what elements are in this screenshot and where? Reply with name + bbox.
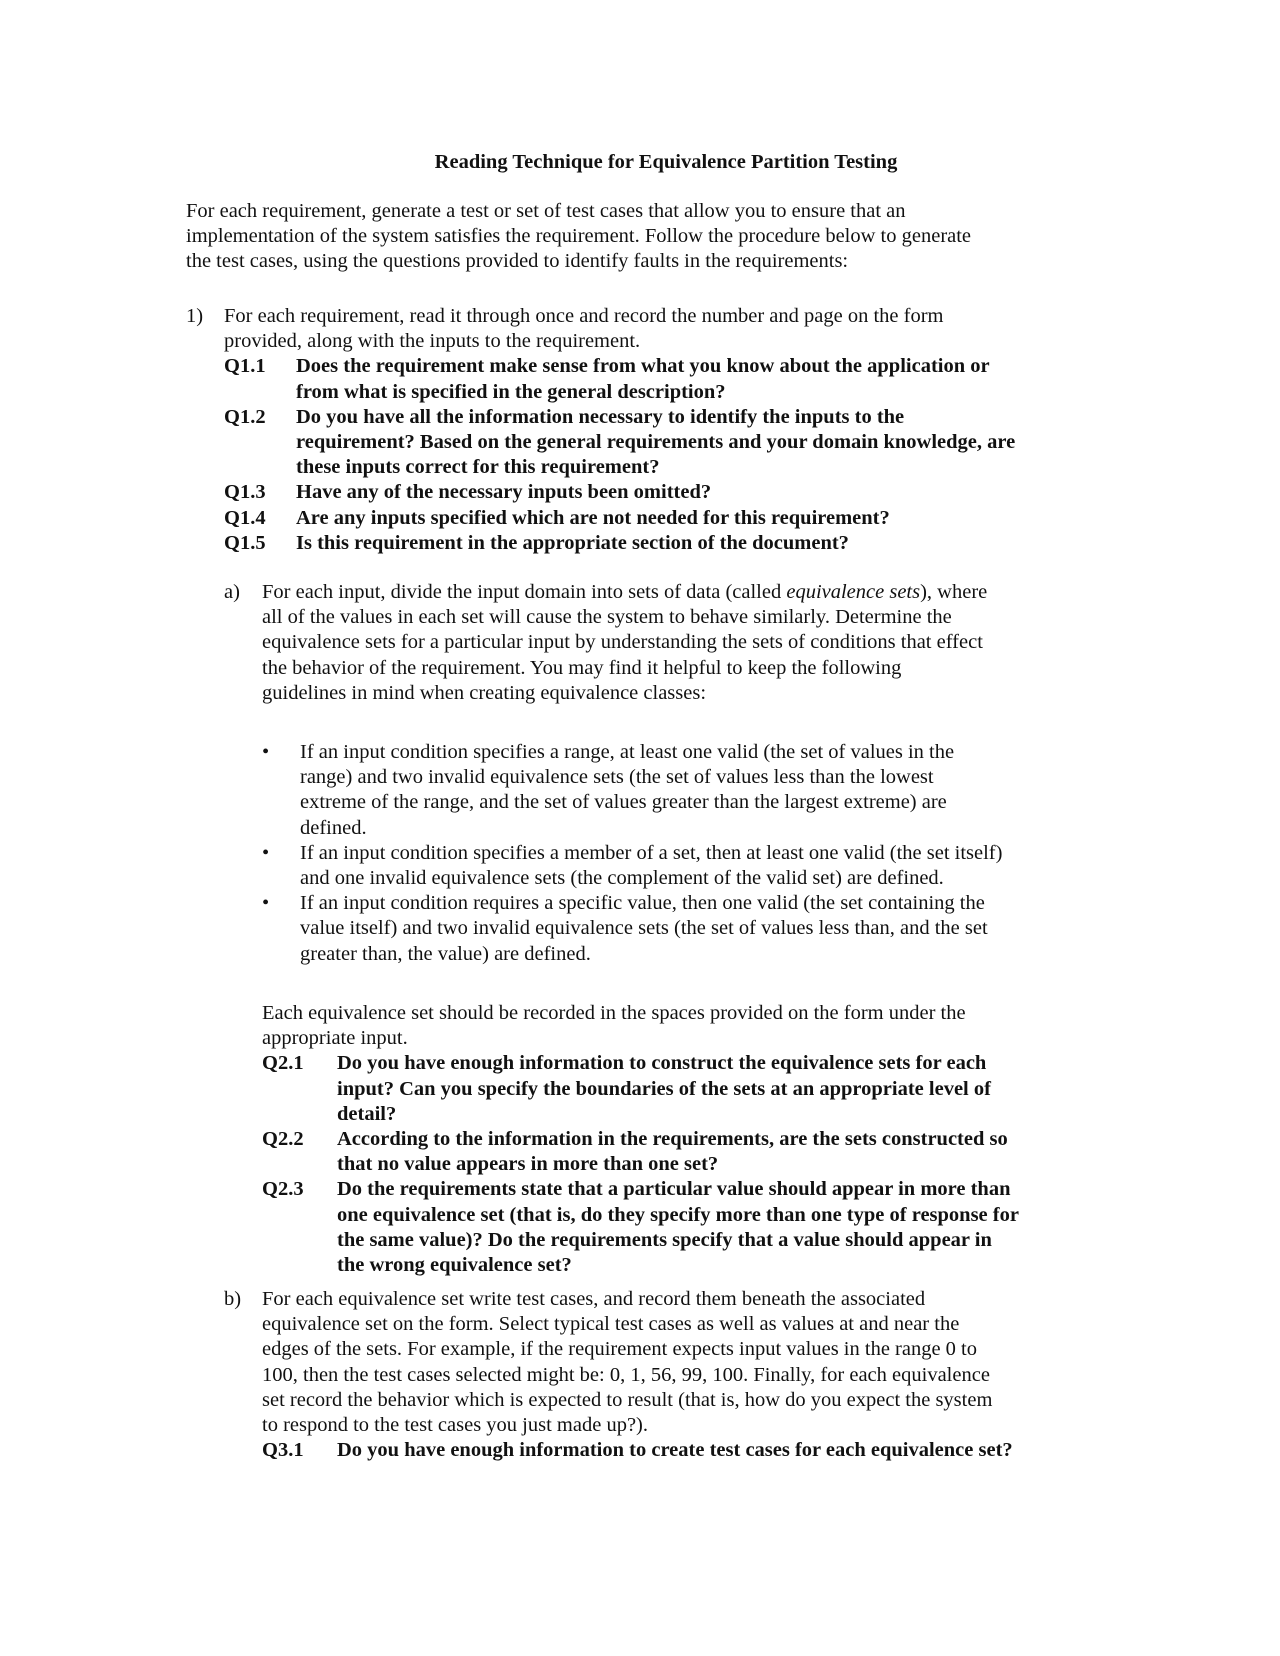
step-b-letter: b) [224, 1288, 242, 1310]
question-line: Do you have enough information to create test cases for each equivalence set? [337, 1439, 1013, 1462]
step-1-line: For each requirement, read it through once and record the number and page on the form [224, 305, 944, 327]
step-b-line: set record the behavior which is expected to result (that is, how do you expect the system [262, 1388, 993, 1411]
step-1-questions [224, 354, 1106, 556]
question-line: Does the requirement make sense from what you know about the application or [296, 355, 990, 378]
guideline-list [262, 740, 1122, 967]
question-q1-5 [224, 531, 1106, 556]
question-line: requirement? Based on the general requirements and your domain knowledge, are [296, 431, 1016, 454]
question-line: Have any of the necessary inputs been omitted? [296, 481, 712, 504]
guideline-item [262, 740, 1122, 841]
bullet-dot: • [262, 841, 270, 864]
question-id: Q2.3 [262, 1178, 304, 1201]
question-id: Q1.1 [224, 355, 266, 378]
step-b [224, 1287, 1094, 1463]
question-q2-3 [262, 1177, 1122, 1278]
equivalence-sets-term: equivalence sets [786, 581, 921, 603]
step-b-line: to respond to the test cases you just made up?). [262, 1414, 648, 1437]
intro-line: For each requirement, generate a test or set of test cases that allow you to ensure that an [186, 200, 906, 222]
question-q1-3 [224, 480, 1106, 505]
question-id: Q3.1 [262, 1439, 304, 1462]
guideline-line: greater than, the value) are defined. [300, 942, 591, 965]
guideline-line: If an input condition specifies a range, at least one valid (the set of values in the [300, 741, 955, 763]
record-instructions [262, 1001, 1122, 1278]
question-q1-1 [224, 354, 1106, 404]
question-line: from what is specified in the general description? [296, 380, 726, 403]
step-a-line: the behavior of the requirement. You may find it helpful to keep the following [262, 656, 902, 679]
question-q2-2 [262, 1127, 1122, 1177]
step-b-line: edges of the sets. For example, if the requirement expects input values in the range 0 to [262, 1338, 978, 1361]
guideline-line: defined. [300, 816, 367, 839]
step-a-line1-pre: For each input, divide the input domain into sets of data (called [262, 581, 787, 603]
intro-line: implementation of the system satisfies the requirement. Follow the procedure below to generate [186, 225, 972, 248]
guideline-line: range) and two invalid equivalence sets (the set of values less than the lowest [300, 766, 934, 789]
record-line: Each equivalence set should be recorded in the spaces provided on the form under the [262, 1002, 966, 1024]
question-line: Are any inputs specified which are not needed for this requirement? [296, 506, 890, 529]
step-b-line: 100, then the test cases selected might be: 0, 1, 56, 99, 100. Finally, for each equivalence [262, 1363, 990, 1386]
step-a-letter: a) [224, 581, 240, 603]
step-a-line: guidelines in mind when creating equivalence classes: [262, 681, 707, 704]
guideline-line: extreme of the range, and the set of values greater than the largest extreme) are [300, 791, 947, 814]
step-1-number: 1) [186, 305, 204, 327]
question-id: Q1.4 [224, 506, 266, 529]
guideline-line: If an input condition requires a specific value, then one valid (the set containing the [300, 892, 985, 915]
question-line: According to the information in the requirements, are the sets constructed so [337, 1128, 1008, 1151]
question-q3-1 [262, 1438, 1094, 1463]
question-q2-1 [262, 1051, 1122, 1127]
step-1 [186, 304, 1106, 556]
question-line: Is this requirement in the appropriate section of the document? [296, 531, 849, 554]
question-q1-2 [224, 405, 1106, 481]
question-id: Q1.2 [224, 405, 266, 428]
question-line: Do you have enough information to construct the equivalence sets for each [337, 1052, 987, 1075]
page-title: Reading Technique for Equivalence Partition Testing [434, 151, 898, 173]
question-id: Q2.1 [262, 1052, 304, 1075]
question-q1-4 [224, 506, 1106, 531]
question-line: detail? [337, 1102, 397, 1125]
question-line: the wrong equivalence set? [337, 1254, 572, 1277]
question-id: Q2.2 [262, 1128, 304, 1151]
step-a-questions [262, 1051, 1122, 1278]
guideline-item [262, 841, 1122, 891]
question-line: these inputs correct for this requirement? [296, 456, 660, 479]
bullet-dot: • [262, 741, 270, 763]
bullet-dot: • [262, 892, 270, 915]
intro-paragraph [186, 199, 1086, 275]
step-a-line: equivalence sets for a particular input by understanding the sets of conditions that effect [262, 631, 983, 654]
record-line: appropriate input. [262, 1027, 408, 1050]
step-a-line1-post: ), where [920, 581, 988, 603]
question-line: one equivalence set (that is, do they specify more than one type of response for [337, 1203, 1019, 1226]
question-line: input? Can you specify the boundaries of the sets at an appropriate level of [337, 1077, 991, 1100]
guideline-item [262, 891, 1122, 967]
question-line: the same value)? Do the requirements specify that a value should appear in [337, 1228, 992, 1251]
step-a-line [262, 580, 1094, 605]
question-line: Do you have all the information necessary to identify the inputs to the [296, 405, 905, 428]
step-1-line: provided, along with the inputs to the requirement. [224, 330, 641, 353]
step-b-questions [262, 1438, 1094, 1463]
intro-line: the test cases, using the questions provided to identify faults in the requirements: [186, 250, 849, 273]
step-a-line: all of the values in each set will cause the system to behave similarly. Determine the [262, 606, 952, 629]
step-b-line: equivalence set on the form. Select typical test cases as well as values at and near the [262, 1313, 960, 1336]
guideline-line: If an input condition specifies a member of a set, then at least one valid (the set itself) [300, 841, 1003, 864]
guideline-line: and one invalid equivalence sets (the complement of the valid set) are defined. [300, 867, 944, 890]
question-line: Do the requirements state that a particular value should appear in more than [337, 1178, 1011, 1201]
step-a [224, 580, 1094, 706]
guideline-line: value itself) and two invalid equivalence sets (the set of values less than, and the set [300, 917, 988, 940]
step-b-line: For each equivalence set write test cases, and record them beneath the associated [262, 1288, 926, 1310]
question-id: Q1.3 [224, 481, 266, 504]
question-line: that no value appears in more than one set? [337, 1153, 719, 1176]
question-id: Q1.5 [224, 531, 266, 554]
